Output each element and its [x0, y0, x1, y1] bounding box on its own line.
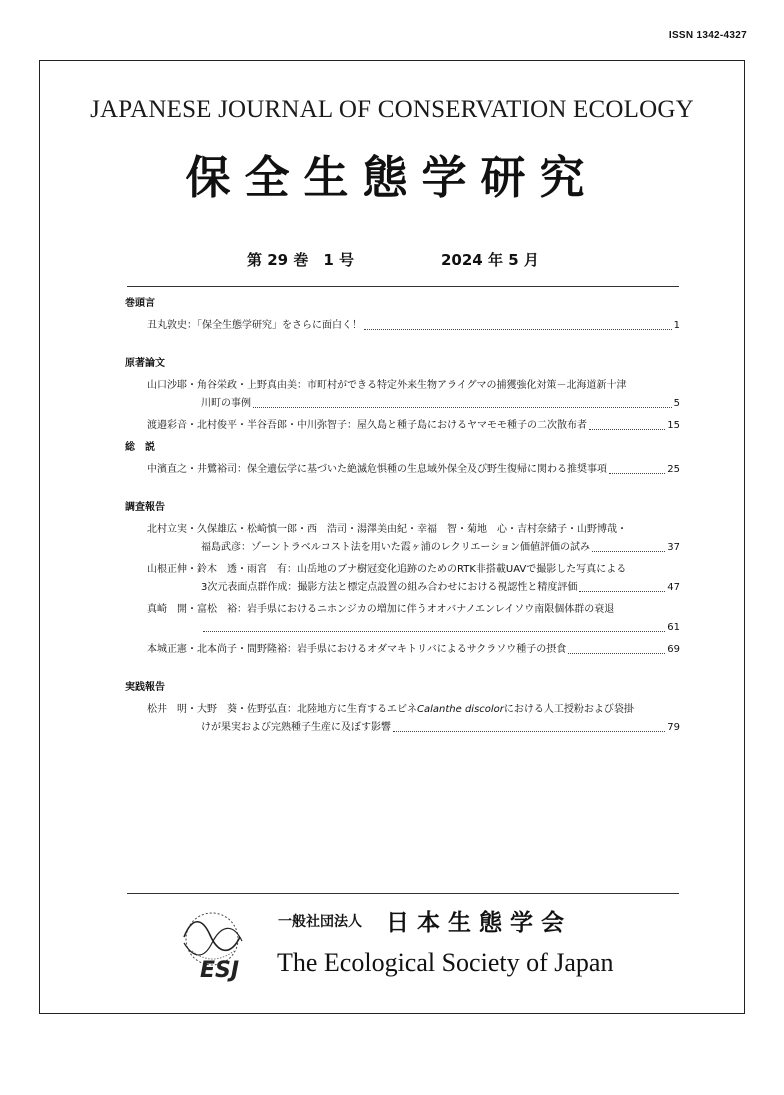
logo-text: ESJ [200, 958, 240, 983]
entry-text: 北村立実・久保雄広・松崎慎一郎・西 浩司・湯澤美由紀・幸福 智・菊地 心・吉村奈緒子・山野博哉・ [147, 524, 627, 535]
leader-dots [393, 731, 665, 732]
entry-text: 3次元表面点群作成：撮影方法と標定点設置の組み合わせにおける視認性と精度評価 [201, 582, 578, 593]
section-heading: 調査報告 [125, 502, 165, 513]
journal-title-en: JAPANESE JOURNAL OF CONSERVATION ECOLOGY [90, 96, 694, 123]
section-heading: 原著論文 [125, 358, 165, 369]
entry-text-part: 松井 明・大野 葵・佐野弘直：北陸地方に生育するエビネ [147, 704, 417, 715]
leader-dots [203, 631, 665, 632]
entry-text [147, 701, 634, 719]
org-name-en: The Ecological Society of Japan [277, 948, 614, 977]
entry-text: 本城正憲・北本尚子・間野隆裕：岩手県におけるオダマキトリバによるサクラソウ種子の摂食 [147, 644, 567, 655]
org-prefix: 一般社団法人 [278, 914, 362, 930]
leader-dots [568, 653, 665, 654]
entry-text: けが果実および完熟種子生産に及ぼす影響 [201, 722, 391, 733]
section-heading: 巻頭言 [125, 298, 155, 309]
toc-entry[interactable] [125, 521, 680, 557]
leader-dots [592, 551, 665, 552]
page-number: 37 [667, 542, 680, 553]
entry-text: 川町の事例 [201, 398, 251, 409]
toc-entry[interactable] [125, 377, 680, 413]
page-number: 69 [667, 644, 680, 655]
table-of-contents [125, 295, 680, 737]
esj-logo [178, 907, 256, 983]
species-name: Calanthe discolor [417, 704, 504, 715]
divider-top [127, 286, 679, 287]
page-number: 1 [673, 320, 680, 331]
issn-number: ISSN 1342-4327 [668, 30, 747, 41]
section-heading: 総 説 [125, 442, 155, 453]
toc-entry[interactable] [125, 561, 680, 597]
page-number: 15 [667, 420, 680, 431]
toc-entry[interactable] [125, 641, 680, 659]
entry-text: 真崎 開・富松 裕：岩手県におけるニホンジカの増加に伴うオオバナノエンレイソウ南限個体群の衰退 [147, 604, 615, 615]
entry-text: 山根正伸・鈴木 透・雨宮 有：山岳地のブナ樹冠変化追跡のためのRTK非搭載UAVで撮影した写真による [147, 564, 627, 575]
cover-frame [39, 60, 745, 1014]
leader-dots [579, 591, 665, 592]
page-number: 47 [667, 582, 680, 593]
journal-title-jp: 保全生態学研究 [185, 151, 599, 204]
leader-dots [364, 329, 672, 330]
toc-entry[interactable] [125, 701, 680, 737]
page-number: 61 [667, 622, 680, 633]
entry-text-part: における人工授粉および袋掛 [503, 704, 634, 715]
page-number: 25 [667, 464, 680, 475]
page-number: 5 [673, 398, 680, 409]
entry-text: 福島武彦：ゾーントラベルコスト法を用いた霞ヶ浦のレクリエーション価値評価の試み [201, 542, 590, 553]
toc-entry[interactable] [125, 461, 680, 479]
leader-dots [589, 429, 665, 430]
entry-text: 山口沙耶・角谷栄政・上野真由美：市町村ができる特定外来生物アライグマの捕獲強化対策－北海道新十津 [147, 380, 627, 391]
divider-bottom [127, 893, 679, 894]
toc-entry[interactable] [125, 417, 680, 435]
leader-dots [609, 473, 665, 474]
page-number: 79 [667, 722, 680, 733]
entry-text: 中濱直之・井鷺裕司：保全遺伝学に基づいた絶滅危惧種の生息域外保全及び野生復帰に関わる推奨事項 [147, 464, 607, 475]
section-heading: 実践報告 [125, 682, 165, 693]
entry-text: 渡邉彩音・北村俊平・半谷吾郎・中川弥智子：屋久島と種子島におけるヤマモモ種子の二次散布者 [147, 420, 587, 431]
entry-text: 丑丸敦史：「保全生態学研究」をさらに面白く！ [147, 320, 362, 331]
toc-entry[interactable] [125, 317, 680, 335]
toc-entry[interactable] [125, 601, 680, 637]
leader-dots [253, 407, 672, 408]
org-name-jp: 日本生態学会 [386, 910, 572, 936]
issue-date: 2024 年 5 月 [441, 251, 539, 269]
volume-number: 第 29 巻 1 号 [247, 251, 354, 269]
